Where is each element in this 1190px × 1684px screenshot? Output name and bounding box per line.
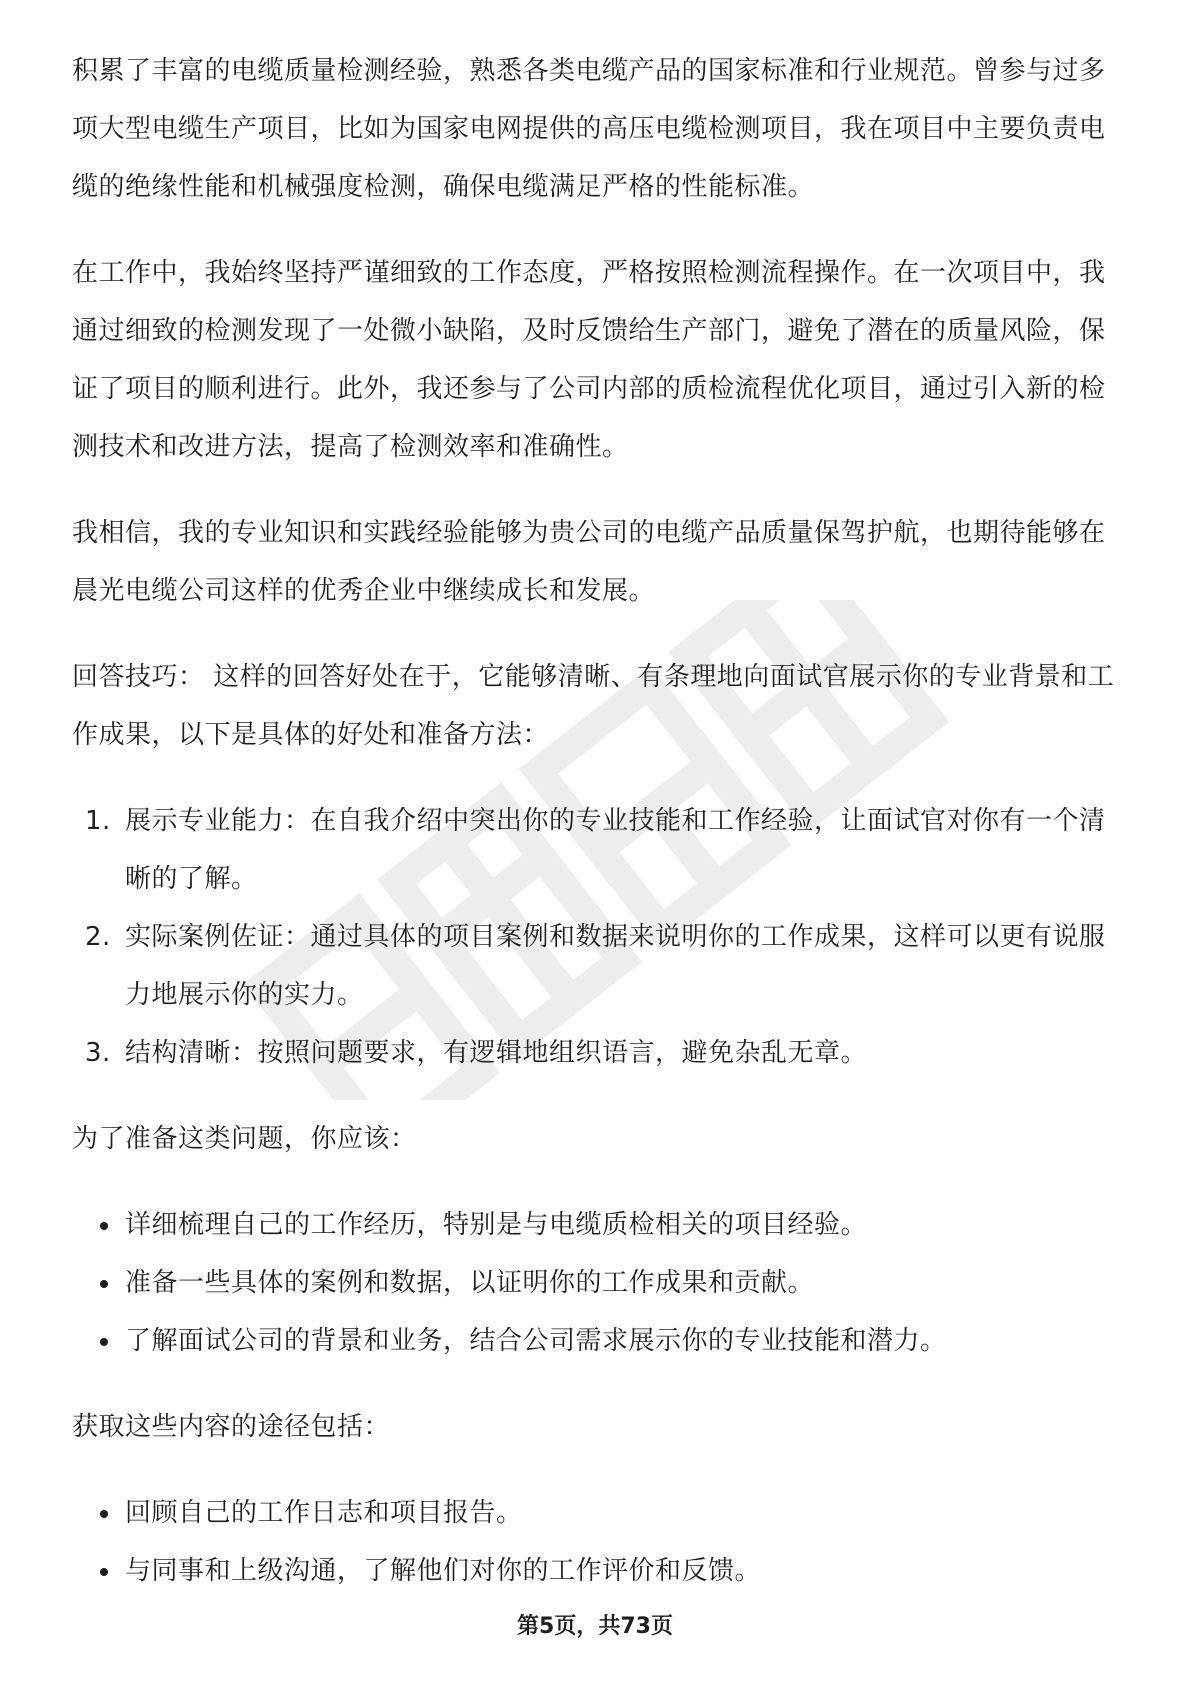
page-number-footer: 第5页，共73页 <box>517 1614 673 1639</box>
paragraph-work-attitude: 在工作中，我始终坚持严谨细致的工作态度，严格按照检测流程操作。在一次项目中，我通过细致的检测发现了一处微小缺陷，及时反馈给生产部门，避免了潜在的质量风险，保证了项目的顺利进行。此外，我还参与了公司内部的质检流程优化项目，通过引入新的检测技术和改进方法，提高了检测效率和准确性。 <box>72 258 1106 462</box>
list-item-text: 详细梳理自己的工作经历，特别是与电缆质检相关的项目经验。 <box>125 1210 868 1240</box>
list-number: 3. <box>85 1038 111 1068</box>
document-body <box>72 42 1120 1628</box>
numbered-list-item <box>72 792 1120 908</box>
numbered-list-item <box>72 1024 1120 1082</box>
numbered-list <box>72 792 1120 1082</box>
paragraph-answer-tips: 回答技巧： 这样的回答好处在于，它能够清晰、有条理地向面试官展示你的专业背景和工作成果，以下是具体的好处和准备方法： <box>72 662 1115 750</box>
prepare-bullet-list <box>72 1196 1120 1370</box>
list-item-text: 回顾自己的工作日志和项目报告。 <box>125 1498 523 1528</box>
bullet-list-item <box>72 1312 1120 1370</box>
list-item-text: 了解面试公司的背景和业务，结合公司需求展示你的专业技能和潜力。 <box>125 1326 947 1356</box>
bullet-icon <box>100 1338 108 1346</box>
bullet-icon <box>100 1280 108 1288</box>
bullet-icon <box>100 1510 108 1518</box>
paragraph-conclusion: 我相信，我的专业知识和实践经验能够为贵公司的电缆产品质量保驾护航，也期待能够在晨光电缆公司这样的优秀企业中继续成长和发展。 <box>72 518 1106 606</box>
bullet-icon <box>100 1222 108 1230</box>
numbered-list-item <box>72 908 1120 1024</box>
bullet-list-item <box>72 1542 1120 1600</box>
bullet-list-item <box>72 1196 1120 1254</box>
list-item-text: 结构清晰：按照问题要求，有逻辑地组织语言，避免杂乱无章。 <box>125 1038 868 1068</box>
sources-heading: 获取这些内容的途径包括： <box>72 1412 391 1442</box>
list-number: 1. <box>85 806 111 836</box>
sources-bullet-list <box>72 1484 1120 1600</box>
bullet-icon <box>100 1568 108 1576</box>
prepare-heading: 为了准备这类问题，你应该： <box>72 1124 417 1154</box>
list-number: 2. <box>85 922 111 952</box>
bullet-list-item <box>72 1484 1120 1542</box>
list-item-text: 与同事和上级沟通，了解他们对你的工作评价和反馈。 <box>125 1556 762 1586</box>
list-item-text: 准备一些具体的案例和数据，以证明你的工作成果和贡献。 <box>125 1268 815 1298</box>
list-item-text: 实际案例佐证：通过具体的项目案例和数据来说明你的工作成果，这样可以更有说服力地展示你的实力。 <box>125 922 1106 1010</box>
paragraph-experience: 积累了丰富的电缆质量检测经验，熟悉各类电缆产品的国家标准和行业规范。曾参与过多项大型电缆生产项目，比如为国家电网提供的高压电缆检测项目，我在项目中主要负责电缆的绝缘性能和机械强度检测，确保电缆满足严格的性能标准。 <box>72 56 1106 202</box>
bullet-list-item <box>72 1254 1120 1312</box>
list-item-text: 展示专业能力：在自我介绍中突出你的专业技能和工作经验，让面试官对你有一个清晰的了解。 <box>125 806 1106 894</box>
